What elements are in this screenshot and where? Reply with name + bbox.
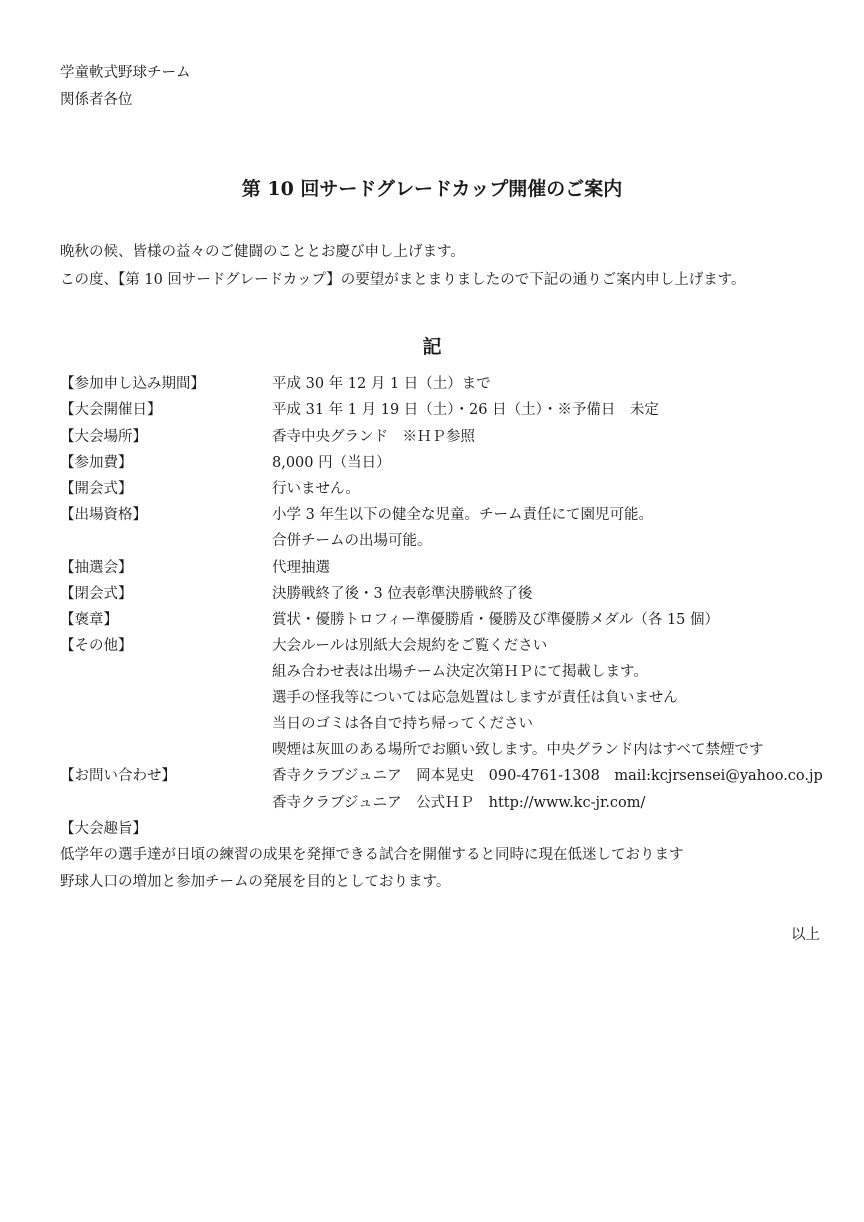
detail-label: 【お問い合わせ】	[60, 768, 176, 784]
detail-label: 【参加申し込み期間】	[60, 376, 205, 392]
detail-label: 【大会場所】	[60, 429, 147, 445]
detail-row-eligibility-cont	[60, 534, 840, 560]
detail-value: 香寺クラブジュニア 公式ＨＰ http://www.kc-jr.com/	[272, 795, 646, 811]
detail-value: 行いません。	[272, 481, 360, 497]
detail-value: 8,000 円（当日）	[272, 455, 391, 471]
detail-label: 【出場資格】	[60, 507, 147, 523]
detail-row-fee	[60, 456, 840, 482]
detail-value: 代理抽選	[272, 560, 330, 576]
purpose-line-1: 低学年の選手達が日頃の練習の成果を発揮できる試合を開催すると同時に現在低迷しております	[60, 847, 684, 863]
detail-row-draw	[60, 561, 840, 587]
detail-row-other-cont	[60, 665, 840, 691]
detail-row-eligibility	[60, 508, 840, 534]
detail-row-other-cont	[60, 717, 840, 743]
detail-value: 小学 3 年生以下の健全な児童。チーム責任にて園児可能。	[272, 507, 653, 523]
detail-row-other-cont	[60, 743, 840, 769]
document-title: 第 10 回サードグレードカップ開催のご案内	[241, 178, 623, 200]
detail-row-contact-cont	[60, 796, 840, 822]
detail-value: 香寺クラブジュニア 岡本晃史 090-4761-1308 mail:kcjrsensei@yahoo.co.jp	[272, 768, 823, 784]
detail-label: 【閉会式】	[60, 586, 133, 602]
detail-label: 【大会開催日】	[60, 402, 162, 418]
detail-value: 組み合わせ表は出場チーム決定次第ＨＰにて掲載します。	[272, 664, 648, 680]
detail-value: 当日のゴミは各自で持ち帰ってください	[272, 716, 533, 732]
closing-text: 以上	[791, 927, 820, 943]
detail-value: 香寺中央グランド ※ＨＰ参照	[272, 429, 475, 445]
detail-label: 【その他】	[60, 638, 133, 654]
detail-label: 【参加費】	[60, 455, 133, 471]
detail-row-other-cont	[60, 691, 840, 717]
detail-value: 平成 30 年 12 月 1 日（土）まで	[272, 376, 491, 392]
detail-label: 【褒章】	[60, 612, 118, 628]
detail-value: 合併チームの出場可能。	[272, 533, 432, 549]
purpose-label: 【大会趣旨】	[60, 821, 147, 837]
detail-value: 平成 31 年 1 月 19 日（土）・26 日（土）・※予備日 未定	[272, 402, 659, 418]
purpose-line-2: 野球人口の増加と参加チームの発展を目的としております。	[60, 874, 451, 890]
detail-value: 決勝戦終了後・3 位表彰準決勝戦終了後	[272, 586, 533, 602]
detail-value: 喫煙は灰皿のある場所でお願い致します。中央グランド内はすべて禁煙です	[272, 742, 764, 758]
greeting-line-1: 晩秋の候、皆様の益々のご健闘のこととお慶び申し上げます。	[60, 244, 465, 260]
detail-row-venue	[60, 430, 840, 456]
recipient-line-1: 学童軟式野球チーム	[60, 65, 191, 81]
detail-label: 【開会式】	[60, 481, 133, 497]
detail-row-other	[60, 639, 840, 665]
detail-value: 選手の怪我等については応急処置はしますが責任は負いません	[272, 690, 678, 706]
detail-row-opening-ceremony	[60, 482, 840, 508]
detail-value: 大会ルールは別紙大会規約をご覧ください	[272, 638, 548, 654]
ki-heading: 記	[422, 336, 442, 358]
detail-label: 【抽選会】	[60, 560, 133, 576]
recipient-line-2: 関係者各位	[60, 92, 133, 108]
detail-row-closing-ceremony	[60, 587, 840, 613]
detail-row-contact	[60, 769, 840, 795]
detail-row-event-date	[60, 403, 840, 429]
detail-row-awards	[60, 613, 840, 639]
detail-row-application-period	[60, 377, 840, 403]
detail-value: 賞状・優勝トロフィー準優勝盾・優勝及び準優勝メダル（各 15 個）	[272, 612, 720, 628]
greeting-line-2: この度、【第 10 回サードグレードカップ】の要望がまとまりましたので下記の通りご案内申し上げます。	[60, 272, 746, 288]
